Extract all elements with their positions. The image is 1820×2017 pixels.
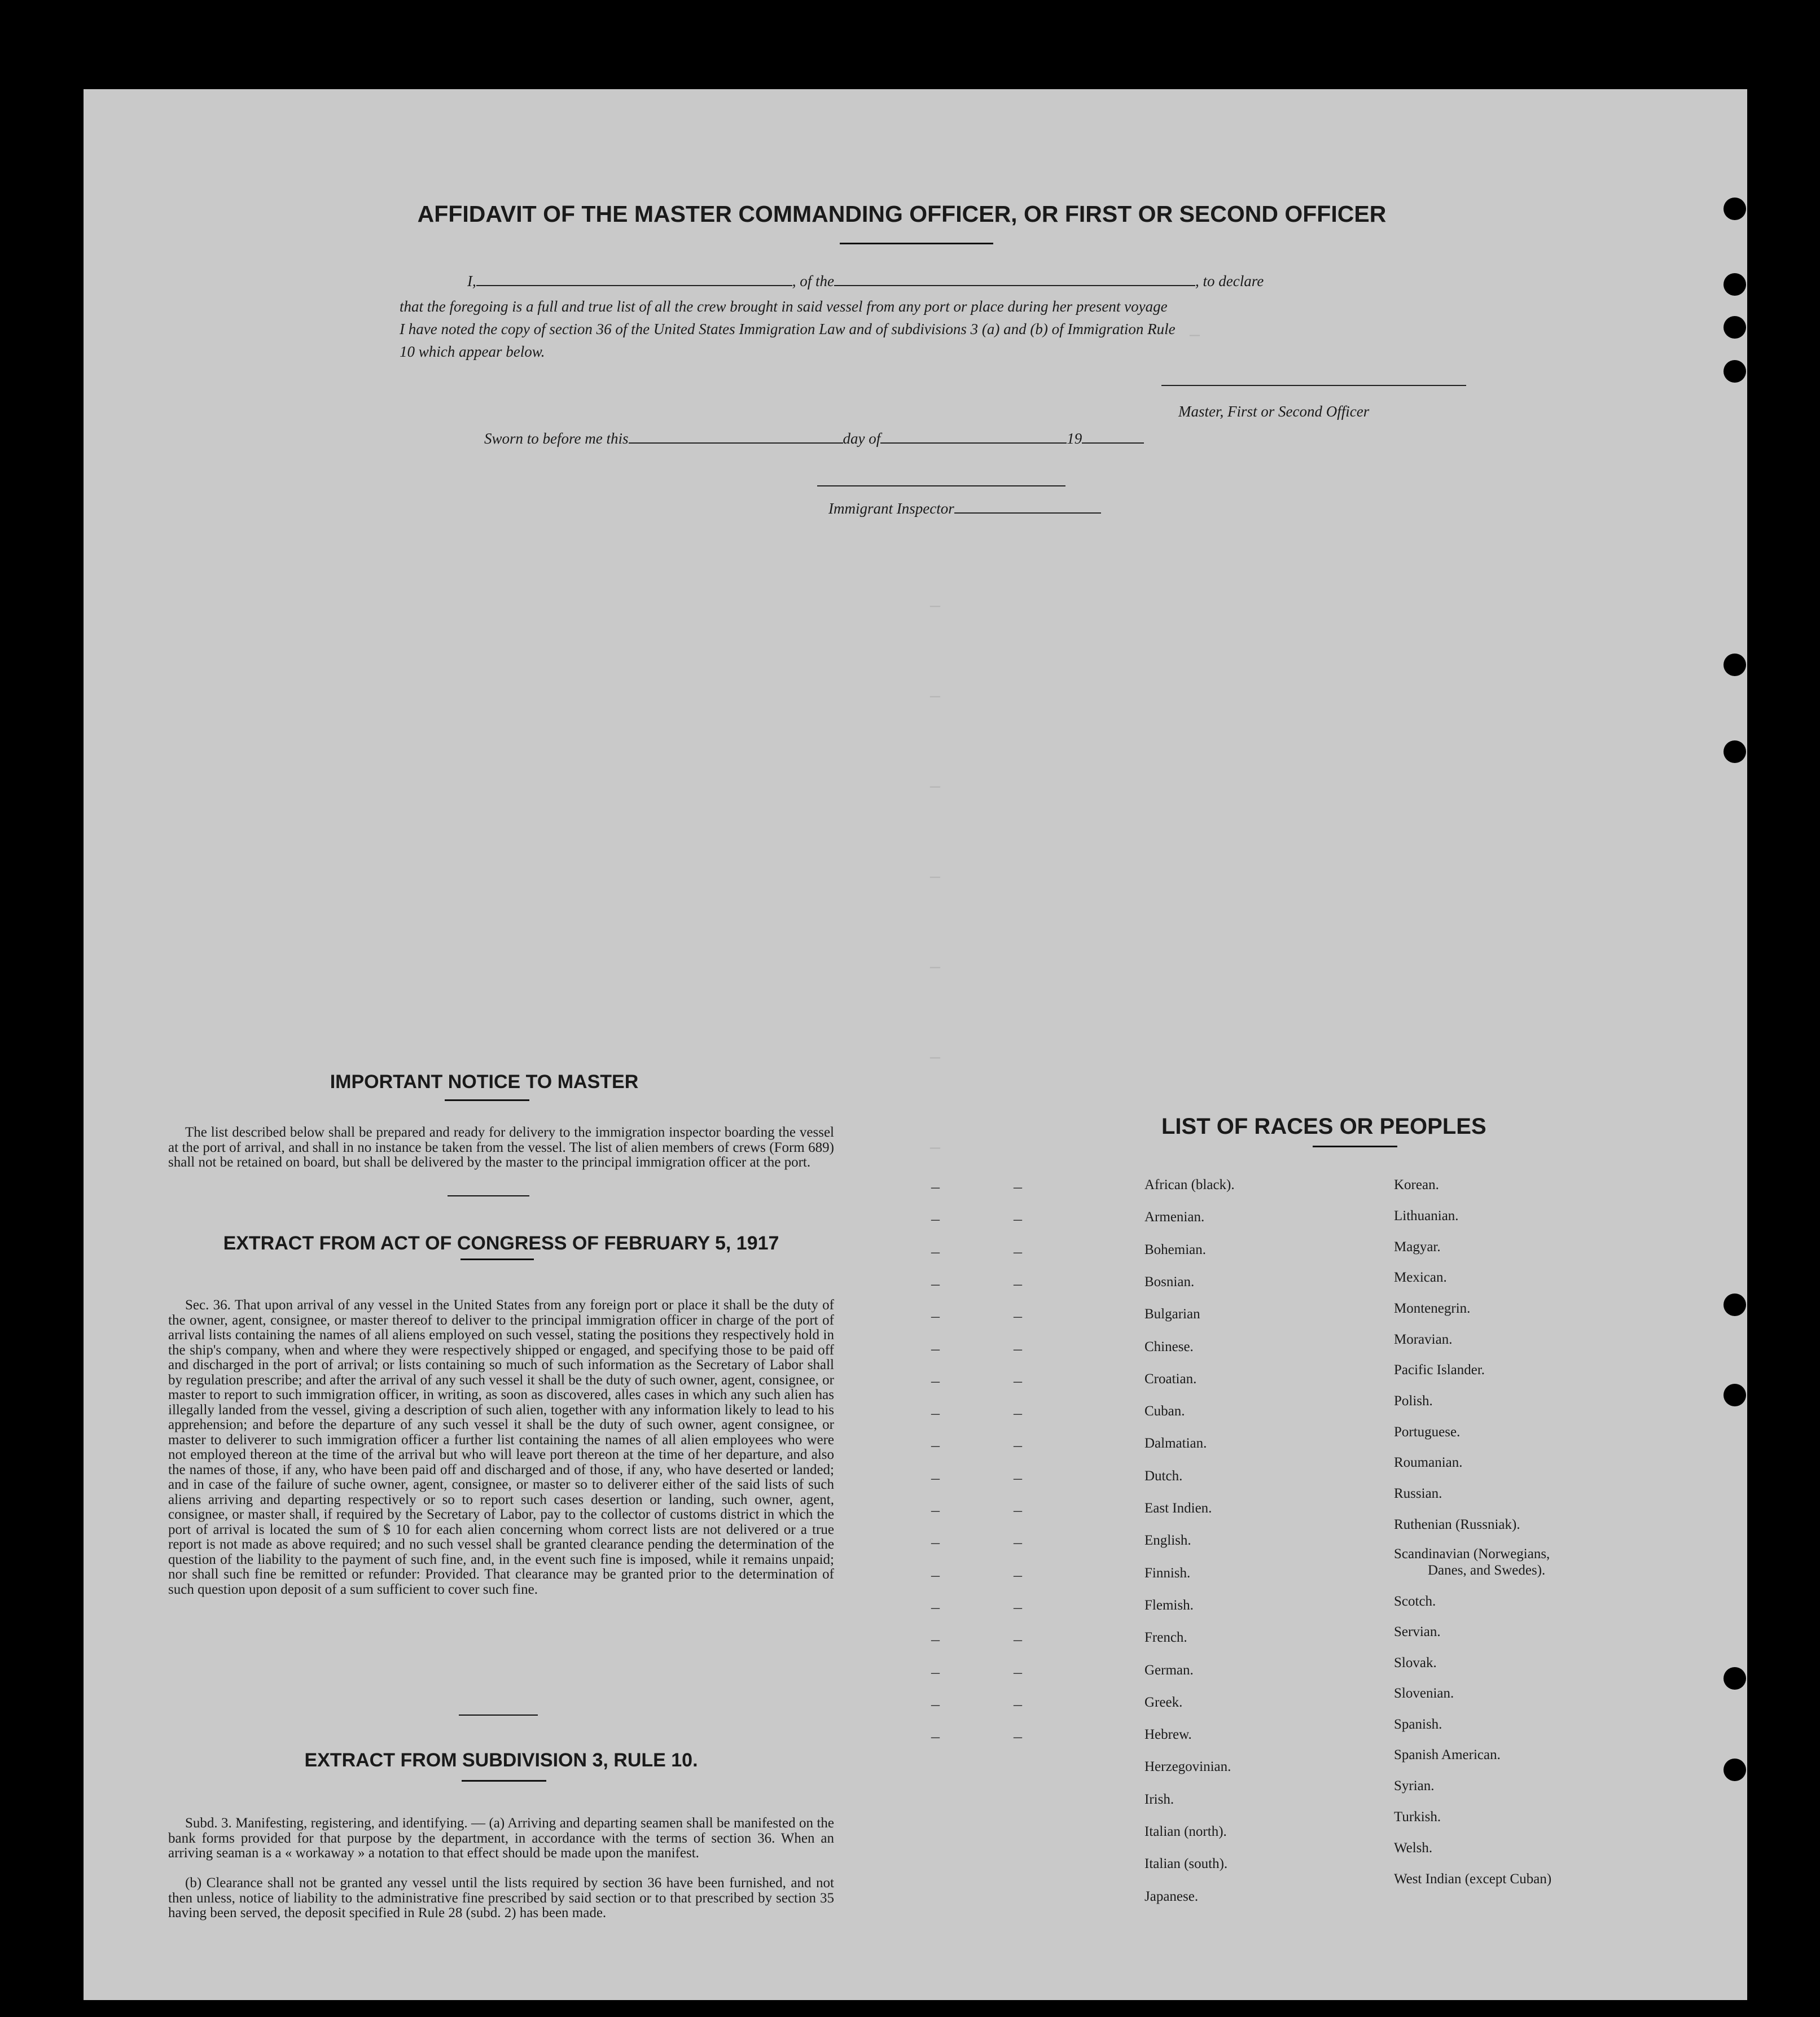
race-item: Irish.	[1144, 1791, 1174, 1807]
race-item: Italian (south).	[1144, 1856, 1228, 1872]
race-item: Ruthenian (Russniak).	[1394, 1517, 1520, 1532]
race-item: Flemish.	[1144, 1597, 1194, 1613]
ditto-mark: –	[931, 1662, 940, 1681]
race-item: Turkish.	[1394, 1809, 1441, 1825]
ditto-mark: –	[931, 1630, 940, 1649]
punch-hole	[1723, 360, 1746, 383]
ditto-mark: –	[1014, 1597, 1022, 1616]
race-item: West Indian (except Cuban)	[1394, 1871, 1552, 1887]
race-item: Scotch.	[1394, 1594, 1436, 1609]
ditto-mark: –	[931, 1597, 940, 1616]
ditto-mark: –	[931, 1274, 940, 1293]
of-the-label: , of the	[792, 273, 834, 290]
ditto-mark: –	[1014, 1630, 1022, 1649]
race-item: Chinese.	[1144, 1339, 1194, 1354]
notice-text: The list described below shall be prepared and ready for delivery to the immigration inspector boarding the vessel at the port of arrival, and shall in no instance be taken from the vessel. The list of alien members of crews (Form 689) shall not be retained on board, but shall be delivered by the master to the principal immigration officer at the port.	[168, 1125, 834, 1170]
ditto-mark: –	[931, 1501, 940, 1519]
sworn-label: Sworn to before me this	[484, 430, 629, 447]
race-item: Danes, and Swedes).	[1428, 1563, 1546, 1578]
race-item: Spanish.	[1394, 1717, 1442, 1732]
ditto-mark: –	[931, 1565, 940, 1584]
race-item: Armenian.	[1144, 1209, 1205, 1225]
race-item: Moravian.	[1394, 1332, 1453, 1347]
ditto-mark: –	[931, 1727, 940, 1746]
to-declare-label: , to declare	[1195, 273, 1264, 290]
punch-hole	[1723, 1384, 1746, 1406]
sworn-line	[484, 430, 1144, 448]
race-item: Finnish.	[1144, 1565, 1191, 1581]
ditto-mark: –	[931, 1339, 940, 1358]
race-item: French.	[1144, 1630, 1187, 1646]
race-item: Greek.	[1144, 1694, 1183, 1710]
ditto-mark: –	[1014, 1533, 1022, 1552]
day-of-label: day of	[843, 430, 881, 447]
inspector-line	[828, 500, 1101, 518]
race-item: Herzegovinian.	[1144, 1759, 1231, 1775]
act-divider	[459, 1715, 538, 1716]
race-item: Croatian.	[1144, 1371, 1197, 1387]
act-underline	[461, 1259, 534, 1260]
inspector-signature-field[interactable]	[954, 512, 1101, 514]
vessel-name-field[interactable]	[834, 285, 1195, 286]
ditto-mark: –	[931, 1242, 940, 1261]
ditto-mark: –	[1014, 1371, 1022, 1390]
race-item: Spanish American.	[1394, 1747, 1501, 1762]
affidavit-line-1: that the foregoing is a full and true list of all the crew brought in said vessel from any port or place during her present voyage	[400, 298, 1168, 315]
race-item: East Indien.	[1144, 1501, 1212, 1516]
ditto-mark: –	[1014, 1436, 1022, 1455]
race-item: English.	[1144, 1533, 1191, 1549]
race-item: Italian (north).	[1144, 1824, 1227, 1839]
race-item: Hebrew.	[1144, 1727, 1192, 1743]
race-item: Bulgarian	[1144, 1306, 1200, 1322]
punch-hole	[1723, 1293, 1746, 1316]
ditto-mark: –	[931, 1694, 940, 1713]
i-label: I,	[467, 273, 476, 290]
race-item: Pacific Islander.	[1394, 1362, 1485, 1378]
race-item: Dutch.	[1144, 1468, 1183, 1484]
ditto-mark: –	[1014, 1177, 1022, 1196]
punch-hole	[1723, 654, 1746, 676]
master-signature-field[interactable]	[1161, 384, 1466, 386]
notice-underline	[445, 1099, 529, 1101]
ditto-mark: –	[931, 1404, 940, 1423]
ditto-mark: –	[931, 1306, 940, 1326]
declarant-name-field[interactable]	[476, 285, 792, 286]
sworn-month-field[interactable]	[880, 442, 1067, 444]
affidavit-line-3: 10 which appear below.	[400, 343, 545, 360]
act-heading: EXTRACT FROM ACT OF CONGRESS OF FEBRUARY 5, 1917	[223, 1233, 779, 1254]
race-item: Bosnian.	[1144, 1274, 1195, 1290]
race-item: Cuban.	[1144, 1404, 1185, 1419]
race-item: Slovak.	[1394, 1655, 1437, 1670]
ditto-mark: –	[1014, 1565, 1022, 1584]
ditto-mark: –	[931, 1533, 940, 1552]
race-item: Scandinavian (Norwegians,	[1394, 1546, 1550, 1562]
race-item: Polish.	[1394, 1393, 1433, 1409]
year-label: 19	[1067, 430, 1082, 447]
race-item: Russian.	[1394, 1486, 1442, 1501]
punch-hole	[1723, 316, 1746, 339]
rule-heading: EXTRACT FROM SUBDIVISION 3, RULE 10.	[304, 1749, 698, 1771]
race-item: Japanese.	[1144, 1888, 1199, 1904]
punch-hole	[1723, 740, 1746, 763]
race-item: African (black).	[1144, 1177, 1235, 1192]
ditto-mark: –	[1014, 1694, 1022, 1713]
ditto-mark: –	[931, 1436, 940, 1455]
race-item: Slovenian.	[1394, 1686, 1454, 1701]
title-underline	[840, 243, 993, 244]
race-item: Dalmatian.	[1144, 1436, 1207, 1452]
ditto-mark: –	[931, 1209, 940, 1229]
ditto-mark: –	[931, 1468, 940, 1487]
race-item: Montenegrin.	[1394, 1301, 1471, 1316]
race-item: Magyar.	[1394, 1239, 1441, 1255]
inspector-line-top	[817, 485, 1065, 486]
affidavit-line-2: I have noted the copy of section 36 of the United States Immigration Law and of subdivisions 3 (a) and (b) of Immigration Rule	[400, 321, 1176, 337]
act-section-36-text: Sec. 36. That upon arrival of any vessel in the United States from any foreign port or place it shall be the duty of the owner, agent, consignee, or master thereof to deliver to the principal immigration officer in charge of the port of arrival lists containing the names of all aliens employed on such vessel, stating the positions they respectively hold in the ship's company, when and where they were respectively shipped or engaged, and specifying those to be paid off and discharged in the port of arrival; or lists containing so much of such information as the Secretary of Labor shall by regulation prescribe; and after the arrival of any such vessel it shall be the duty of such owner, agent, consignee, or master to report to such immigration officer, in writing, as soon as discovered, alles cases in which any such alien has illegally landed from the vessel, giving a description of such alien, together with any information likely to lead to his apprehension; and before the departure of any such vessel it shall be the duty of such owner, agent consignee, or master to deliverer to such immigration officer a further list containing the names of all alien employees who were not employed thereon at the time of the arrival but who will leave port thereon at the time of her departure, and also the names of those, if any, who have been paid off and discharged and of those, if any, who have deserted or landed; and in case of the failure of suche owner, agent, consignee, or master so to deliverer either of the said lists of such aliens arriving and departing respectively or so to report such cases desertion or landing, such owner, agent, consignee, or master shall, if required by the Secretary of Labor, pay to the collector of customs district in which the port of arrival is located the sum of $ 10 for each alien concerning whom correct lists are not delivered or a true report is not made as above required; and no such vessel shall be granted clearance pending the determination of the question of the liability to the payment of such fine, and, in the event such fine is imposed, while it remains unpaid; nor shall such fine be remitted or refunder: Provided. That clearance may be granted prior to the determination of such question upon deposit of a sum sufficient to cover such fine.	[168, 1297, 834, 1597]
ditto-mark: –	[1014, 1404, 1022, 1423]
punch-hole	[1723, 1667, 1746, 1690]
ditto-mark: –	[931, 1371, 940, 1390]
race-item: Roumanian.	[1394, 1455, 1463, 1470]
ditto-mark: –	[931, 1177, 940, 1196]
affidavit-title: AFFIDAVIT OF THE MASTER COMMANDING OFFICER, OR FIRST OR SECOND OFFICER	[417, 201, 1387, 227]
race-item: Bohemian.	[1144, 1242, 1207, 1257]
races-underline	[1313, 1146, 1397, 1147]
race-item: German.	[1144, 1662, 1194, 1678]
race-item: Portuguese.	[1394, 1424, 1461, 1440]
ditto-mark: –	[1014, 1727, 1022, 1746]
document-page: — — — — — — — — AFFIDAVIT OF THE MASTER COMMANDING OFFICER, OR FIRST OR SECOND OFFICER I, , of the , to declare that the foregoing is a full and true list of all the crew brought in said vessel from any port or place during her present voyage I have noted the copy of section 36 of the United States Immigration Law and of subdivisions 3 (a) and (b) of Immigration Rule 10 which appear below. Master, First or Second Officer Sworn to before me this day of 19 Immigrant Inspector IMPORTANT NOTICE TO MASTER The list described below shall be prepared and ready for delivery to the immigration inspector boarding the vessel at the port of arrival, and shall in no instance be taken from the vessel. The list of alien members of crews (Form 689) shall not be retained on board, but shall be delivered by the master to the principal immigration officer at the port. EXTRACT FROM ACT OF CONGRESS OF FEBRUARY 5, 1917 Sec. 36. That upon arrival of any vessel in the United States from any foreign port or place it shall be the duty of the owner, agent, consignee, or master thereof to deliver to the principal immigration officer in charge of the port of arrival lists containing the names of all aliens employed on such vessel, stating the positions they respectively hold in the ship's company, when and where they were respectively shipped or engaged, and specifying those to be paid off and discharged in the port of arrival; or lists containing so much of such information as the Secretary of Labor shall by regulation prescribe; and after the arrival of any such vessel it shall be the duty of such owner, agent, consignee, or master to report to such immigration officer, in writing, as soon as discovered, alles cases in which any such alien has illegally landed from the vessel, giving a description of such alien, together with any information likely to lead to his apprehension; and before the departure of any such vessel it shall be the duty of such owner, agent consignee, or master to deliverer to such immigration officer a further list containing the names of all alien employees who were not employed thereon at the time of the arrival but who will leave port thereon at the time of her departure, and also the names of those, if any, who have been paid off and discharged and of those, if any, who have deserted or landed; and in case of the failure of suche owner, agent, consignee, or master so to deliverer either of the said lists of such aliens arriving and departing respectively or so to report such cases desertion or landing, such owner, agent, consignee, or master shall, if required by the Secretary of Labor, pay to the collector of customs district in which the port of arrival is located the sum of $ 10 for each alien concerning whom correct lists are not delivered or a true report is not made as above required; and no such vessel shall be granted clearance pending the determination of the question of the liability to the payment of such fine, and, in the event such fine is imposed, while it remains unpaid; nor shall such fine be remitted or refunder: Provided. That clearance may be granted prior to the determination of such question upon deposit of a sum sufficient to cover such fine. EXTRACT FROM SUBDIVISION 3, RULE 10. Subd. 3. Manifesting, registering, and identifying. — (a) Arriving and departing seamen shall be manifested on the bank forms provided for that purpose by the department, in accordance with the terms of section 36. When an arriving seaman is a « workaway » a notation to that effect should be made upon the manifest. (b) Clearance shall not be granted any vessel until the lists required by section 36 have been furnished, and not then unless, notice of liability to the administrative fine prescribed by said section or to that prescribed by section 35 having been served, the deposit specified in Rule 28 (subd. 2) has been made. LIST OF RACES OR PEOPLES African (black). Armenian. Bohemian. Bosnian. Bulgarian Chinese. Croatian. Cuban. Dalmatian. Dutch. East Indien. English. Finnish. Flemish. French. German. Greek. Hebrew. Herzegovinian. Irish. Italian (north). Italian (south). Japanese. Korean. Lithuanian. Magyar. Mexican. Montenegrin. Moravian. Pacific Islander. Polish. Portuguese. Roumanian. Russian. Ruthenian (Russniak). Scandinavian (Norwegians, Danes, and Swedes). Scotch. Servian. Slovak. Slovenian. Spanish. Spanish American. Syrian. Turkish. Welsh. West Indian (except Cuban) – – – – – – – – – – – – – – – – – – – – – – – – – – – – – – – – – – – –	[84, 89, 1747, 2000]
ditto-mark: –	[1014, 1274, 1022, 1293]
rule-subd-b-text: (b) Clearance shall not be granted any vessel until the lists required by section 36 have been furnished, and not then unless, notice of liability to the administrative fine prescribed by said section or to that prescribed by section 35 having been served, the deposit specified in Rule 28 (subd. 2) has been made.	[168, 1875, 834, 1920]
race-item: Korean.	[1394, 1177, 1439, 1192]
ditto-mark: –	[1014, 1662, 1022, 1681]
sworn-year-field[interactable]	[1082, 442, 1144, 444]
ditto-mark: –	[1014, 1242, 1022, 1261]
sworn-day-field[interactable]	[629, 442, 843, 444]
races-heading: LIST OF RACES OR PEOPLES	[1161, 1114, 1486, 1139]
master-label: Master, First or Second Officer	[1178, 403, 1370, 420]
inspector-label: Immigrant Inspector	[828, 500, 954, 517]
punch-hole	[1723, 198, 1746, 220]
notice-divider	[448, 1195, 529, 1196]
ditto-mark: –	[1014, 1468, 1022, 1487]
race-item: Lithuanian.	[1394, 1208, 1459, 1224]
race-item: Syrian.	[1394, 1778, 1435, 1794]
punch-hole	[1723, 1759, 1746, 1781]
race-item: Servian.	[1394, 1624, 1441, 1639]
ditto-mark: –	[1014, 1339, 1022, 1358]
ditto-mark: –	[1014, 1501, 1022, 1519]
ditto-mark: –	[1014, 1306, 1022, 1326]
ditto-mark: –	[1014, 1209, 1022, 1229]
race-item: Welsh.	[1394, 1840, 1433, 1856]
punch-hole	[1723, 273, 1746, 296]
race-item: Mexican.	[1394, 1270, 1447, 1285]
rule-underline	[462, 1780, 546, 1782]
declarant-line	[467, 273, 1264, 290]
notice-heading: IMPORTANT NOTICE TO MASTER	[330, 1071, 639, 1093]
rule-subd-a-text: Subd. 3. Manifesting, registering, and identifying. — (a) Arriving and departing seamen shall be manifested on the bank forms provided for that purpose by the department, in accordance with the terms of section 36. When an arriving seaman is a « workaway » a notation to that effect should be made upon the manifest.	[168, 1816, 834, 1861]
